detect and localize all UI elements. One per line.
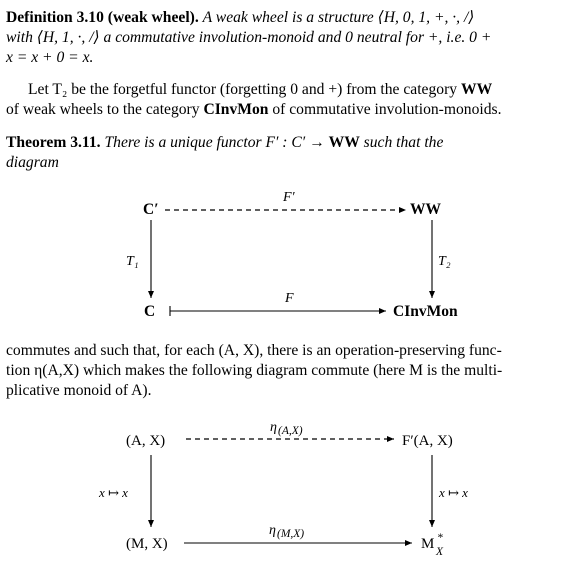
node-m-sup: * xyxy=(437,532,443,544)
label-eta-mx xyxy=(269,523,304,540)
definition-line-1 xyxy=(6,8,578,28)
theorem-text-a: There is a unique functor F′ : C′ → xyxy=(104,134,329,151)
node-cinvmon: CInvMon xyxy=(393,303,458,320)
commutes-line-1: commutes and such that, for each (A, X), there is an operation-preserving func- xyxy=(6,342,502,359)
label-left-mapsto: x ↦ x xyxy=(99,485,128,500)
commutative-diagram-2 xyxy=(0,415,585,558)
theorem-paragraph xyxy=(6,133,578,173)
forgetful-paragraph xyxy=(6,80,578,120)
node-ww: WW xyxy=(410,201,441,218)
theorem-line-2: diagram xyxy=(6,154,59,171)
node-m-sub: X xyxy=(436,546,444,558)
theorem-ww: WW xyxy=(328,134,360,151)
definition-paragraph xyxy=(6,8,578,68)
label-f: F xyxy=(285,291,294,306)
node-m-base: M xyxy=(421,536,435,552)
theorem-line-1 xyxy=(6,133,578,153)
eta-mx-sub: (M,X) xyxy=(277,528,305,540)
forgetful-text-b: of weak wheels to the category xyxy=(6,101,200,118)
definition-line-2: with ⟨H, 1, ·, /⟩ a commutative involution-monoid and 0 neutral for +, i.e. 0 + xyxy=(6,29,492,46)
commutative-diagram-1 xyxy=(0,180,585,320)
category-cinvmon: CInvMon xyxy=(203,101,269,118)
eta-mx-symbol: η xyxy=(269,523,276,538)
label-f-prime: F′ xyxy=(283,190,295,205)
label-right-mapsto: x ↦ x xyxy=(439,485,468,500)
theorem-heading: Theorem 3.11. xyxy=(6,134,101,151)
definition-heading: Definition 3.10 (weak wheel). xyxy=(6,9,199,26)
node-f-prime-a-x: F′(A, X) xyxy=(402,433,453,449)
commutes-paragraph xyxy=(6,341,578,401)
definition-text: A weak wheel is a structure ⟨H, 0, 1, +, ·, /⟩ xyxy=(202,9,475,26)
forgetful-text-c: of commutative involution-monoids. xyxy=(272,101,502,118)
label-t1: T₁ xyxy=(126,254,139,269)
commutes-line-2: tion η(A,X) which makes the following diagram commute (here M is the multi- xyxy=(6,362,503,379)
node-a-x: (A, X) xyxy=(126,433,166,449)
definition-line-3: x = x + 0 = x. xyxy=(6,49,94,66)
forgetful-line-1 xyxy=(6,80,578,100)
theorem-text-c: such that the xyxy=(359,134,444,151)
node-c: C xyxy=(144,303,156,320)
node-c-prime: C′ xyxy=(143,201,159,218)
label-eta-ax xyxy=(270,420,303,437)
eta-ax-symbol: η xyxy=(270,420,277,435)
forgetful-text-a: Let T₂ be the forgetful functor (forgetting 0 and +) from the category xyxy=(28,81,458,98)
category-ww: WW xyxy=(460,81,493,98)
node-m-star-x xyxy=(421,532,444,558)
forgetful-line-2 xyxy=(6,100,578,120)
node-m-x: (M, X) xyxy=(126,536,168,552)
eta-ax-sub: (A,X) xyxy=(278,425,303,437)
label-t2: T₂ xyxy=(438,254,451,269)
commutes-line-3: plicative monoid of A). xyxy=(6,382,152,399)
